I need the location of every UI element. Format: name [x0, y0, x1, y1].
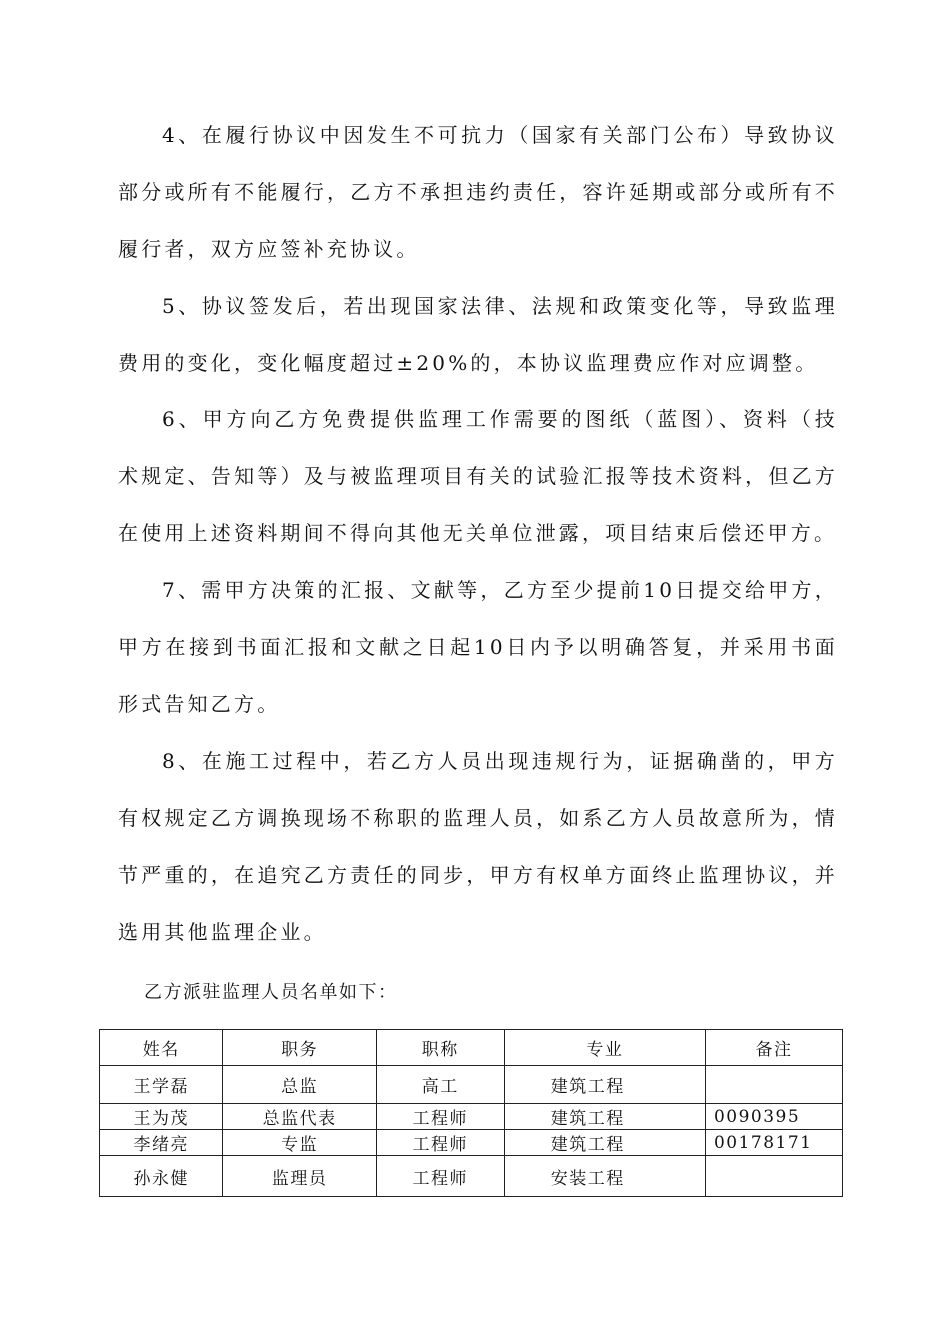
cell-specialty: 建筑工程: [504, 1130, 705, 1156]
clause-5-paragraph: 5、协议签发后，若出现国家法律、法规和政策变化等，导致监理费用的变化，变化幅度超过±20%的，本协议监理费应作对应调整。: [118, 294, 838, 375]
table-row: [100, 1156, 843, 1197]
cell-name: 王为茂: [100, 1104, 223, 1130]
table-row: [100, 1130, 843, 1156]
cell-title: 工程师: [376, 1130, 504, 1156]
cell-remarks: 0090395: [705, 1104, 842, 1130]
cell-remarks: 00178171: [705, 1130, 842, 1156]
header-name: 姓名: [100, 1030, 223, 1066]
cell-remarks: [705, 1156, 842, 1197]
staff-list-caption: 乙方派驻监理人员名单如下：: [144, 982, 398, 1003]
cell-specialty: 安装工程: [504, 1156, 705, 1197]
cell-position: 监理员: [223, 1156, 376, 1197]
cell-name: 王学磊: [100, 1066, 223, 1104]
cell-name: 孙永健: [100, 1156, 223, 1197]
table-row: [100, 1066, 843, 1104]
header-position: 职务: [223, 1030, 376, 1066]
cell-specialty: 建筑工程: [504, 1104, 705, 1130]
clause-4-paragraph: 4、在履行协议中因发生不可抗力（国家有关部门公布）导致协议部分或所有不能履行，乙方不承担违约责任，容许延期或部分或所有不履行者，双方应签补充协议。: [118, 123, 838, 261]
table-header-row: [100, 1030, 843, 1066]
cell-position: 总监代表: [223, 1104, 376, 1130]
cell-title: 工程师: [376, 1104, 504, 1130]
cell-title: 工程师: [376, 1156, 504, 1197]
cell-name: 李绪亮: [100, 1130, 223, 1156]
cell-title: 高工: [376, 1066, 504, 1104]
header-title: 职称: [376, 1030, 504, 1066]
clause-7-paragraph: 7、需甲方决策的汇报、文献等，乙方至少提前10日提交给甲方，甲方在接到书面汇报和文献之日起10日内予以明确答复，并采用书面形式告知乙方。: [118, 578, 838, 716]
cell-position: 总监: [223, 1066, 376, 1104]
cell-remarks: [705, 1066, 842, 1104]
table-row: [100, 1104, 843, 1130]
header-remarks: 备注: [705, 1030, 842, 1066]
cell-specialty: 建筑工程: [504, 1066, 705, 1104]
clause-8-paragraph: 8、在施工过程中，若乙方人员出现违规行为，证据确凿的，甲方有权规定乙方调换现场不称职的监理人员，如系乙方人员故意所为，情节严重的，在追究乙方责任的同步，甲方有权单方面终止监理协议，并选用其他监理企业。: [118, 749, 838, 944]
clause-6-paragraph: 6、甲方向乙方免费提供监理工作需要的图纸（蓝图）、资料（技术规定、告知等）及与被监理项目有关的试验汇报等技术资料，但乙方在使用上述资料期间不得向其他无关单位泄露，项目结束后偿还甲方。: [118, 407, 838, 545]
header-specialty: 专业: [504, 1030, 705, 1066]
cell-position: 专监: [223, 1130, 376, 1156]
staff-table: [99, 1029, 843, 1197]
